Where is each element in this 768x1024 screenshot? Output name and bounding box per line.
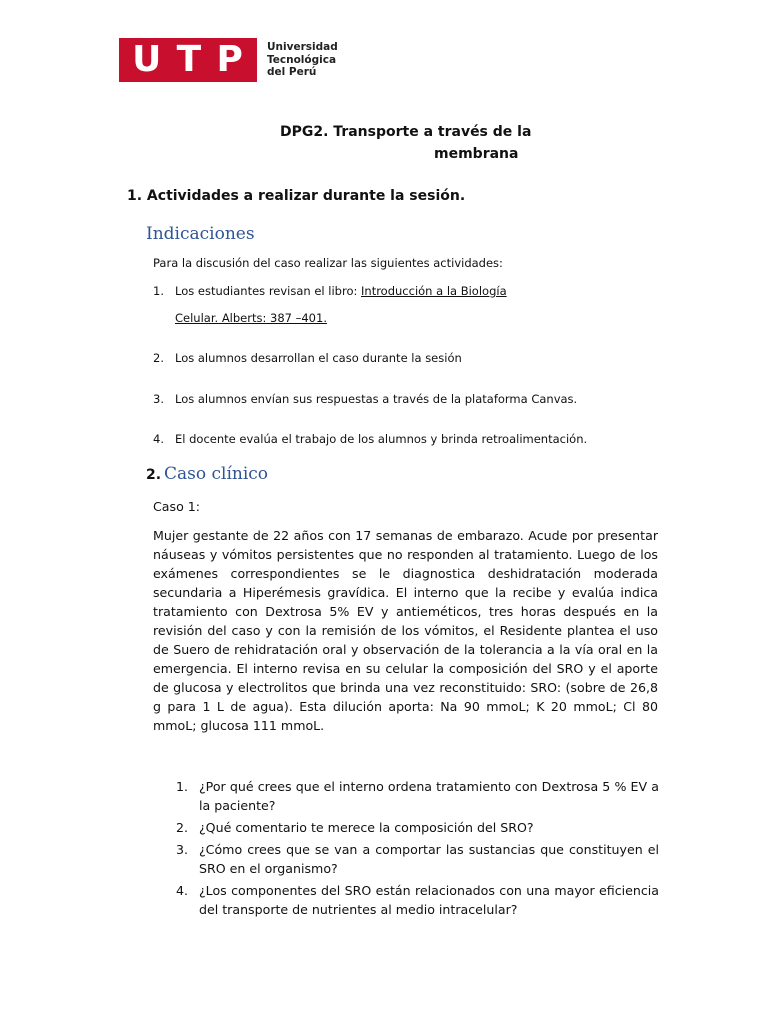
indicacion-item-1: [175, 284, 507, 298]
indicacion-item-4-text: El docente evalúa el trabajo de los alumnos y brinda retroalimentación.: [175, 432, 588, 446]
indicacion-item-2-text: Los alumnos desarrollan el caso durante la sesión: [175, 351, 462, 365]
question-1-num: 1.: [176, 779, 189, 794]
indicacion-item-1-text: Los estudiantes revisan el libro:: [175, 284, 362, 298]
book-reference-link-cont: Celular. Alberts: 387 –401.: [175, 311, 327, 325]
section-1-heading: 1. Actividades a realizar durante la sesión.: [127, 188, 466, 204]
question-2-num: 2.: [176, 820, 189, 835]
indicacion-item-4-num: 4.: [153, 432, 164, 446]
question-4-text: ¿Los componentes del SRO están relacionados con una mayor eficiencia del transporte de nutrientes al medio intracelular?: [199, 883, 659, 917]
question-3-text: ¿Cómo crees que se van a comportar las sustancias que constituyen el SRO en el organismo?: [199, 842, 659, 876]
document-title-line-1: DPG2. Transporte a través de la: [280, 124, 532, 140]
indicaciones-intro: Para la discusión del caso realizar las siguientes actividades:: [153, 256, 503, 270]
logo-line-1: Universidad: [267, 41, 338, 54]
book-reference-link: Introducción a la Biología: [361, 284, 507, 298]
question-4-num: 4.: [176, 883, 189, 898]
question-3-num: 3.: [176, 842, 189, 857]
case-label: Caso 1:: [153, 499, 201, 514]
logo-wordmark: [267, 41, 338, 79]
logo-letter-u: U: [132, 39, 163, 80]
indicacion-item-3-num: 3.: [153, 392, 164, 406]
indicacion-item-1-num: 1.: [153, 284, 164, 298]
logo-letter-p: P: [216, 39, 244, 80]
logo-letter-t: T: [176, 39, 203, 80]
question-2-text: ¿Qué comentario te merece la composición del SRO?: [199, 820, 534, 835]
indicaciones-heading: Indicaciones: [146, 224, 255, 244]
case-paragraph: Mujer gestante de 22 años con 17 semanas de embarazo. Acude por presentar náuseas y vómitos persistentes que no responden al tratamiento. Luego de los exámenes correspondientes se le diagnostica deshidratación moderada secundaria a Hiperémesis gravídica. El interno que la recibe y evalúa indica tratamiento con Dextrosa 5% EV y antieméticos, tres horas después en la revisión del caso y con la remisión de los vómitos, el Residente plantea el uso de Suero de rehidratación oral y observación de la tolerancia a la vía oral en la emergencia. El interno revisa en su celular la composición del SRO y el aporte de glucosa y electrolitos que brinda una vez reconstituido: SRO: (sobre de 26,8 g para 1 L de agua). Esta dilución aporta: Na 90 mmoL; K 20 mmoL; Cl 80 mmoL; glucosa 111 mmoL.: [153, 528, 658, 733]
document-title-line-2: membrana: [434, 146, 519, 162]
question-1-text: ¿Por qué crees que el interno ordena tratamiento con Dextrosa 5 % EV a la paciente?: [199, 779, 659, 813]
section-2-number: 2.: [146, 467, 162, 483]
logo-line-3: del Perú: [267, 66, 317, 79]
caso-clinico-heading: Caso clínico: [164, 464, 269, 484]
utp-logo: [119, 38, 338, 82]
logo-line-2: Tecnológica: [267, 53, 337, 66]
indicacion-item-2-num: 2.: [153, 351, 164, 365]
logo-mark: [119, 38, 257, 82]
indicacion-item-3-text: Los alumnos envían sus respuestas a través de la plataforma Canvas.: [175, 392, 578, 406]
